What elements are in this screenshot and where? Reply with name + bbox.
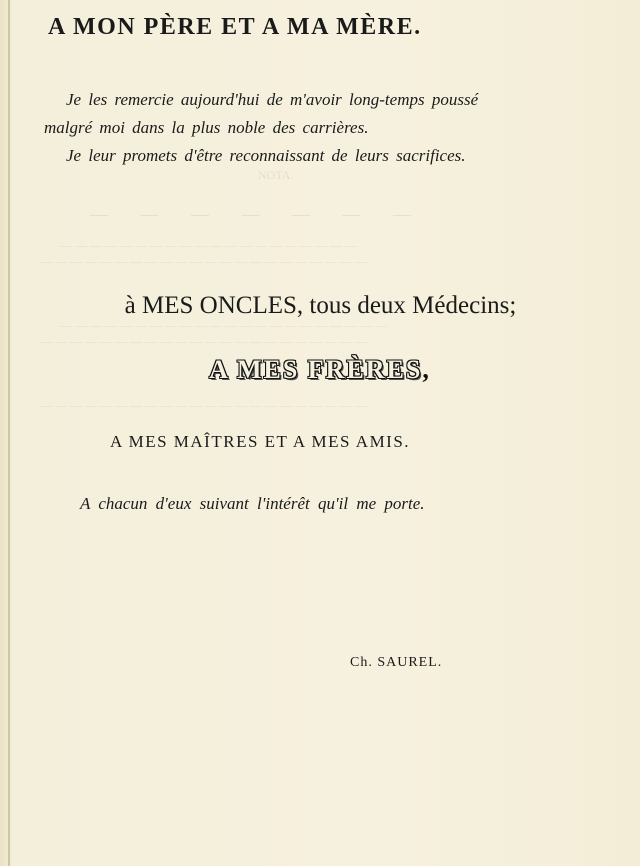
show-through-text: NOTA. <box>258 168 294 182</box>
show-through-text: — — — — — — — — — — — — — — — — — — — — — — <box>60 318 387 332</box>
author-signature: Ch. SAUREL. <box>350 655 443 670</box>
show-through-text: — — — — — — — — — — — — — — — — — — — — — — <box>40 254 367 268</box>
dedication-line: malgré moi dans la plus noble des carrières. <box>44 118 369 137</box>
dedication-freres-text: A MES FRÈRES <box>209 355 423 384</box>
dedication-line: Je les remercie aujourd'hui de m'avoir long-temps poussé <box>66 90 479 109</box>
page-spine-edge <box>8 0 10 866</box>
dedication-heading: A MON PÈRE ET A MA MÈRE. <box>48 14 422 40</box>
dedication-oncles: à MES ONCLES, tous deux Médecins; <box>124 292 517 319</box>
show-through-text: — — — — — — — — — — — — — — — — — — — — — — <box>40 334 367 348</box>
show-through-text: — — — — — — — — — — — — — — — — — — — — <box>60 238 357 252</box>
show-through-text: — — — — — — — — — — — — — — — — — — — — — — <box>40 398 367 412</box>
dedication-chacun: A chacun d'eux suivant l'intérêt qu'il me porte. <box>80 494 425 513</box>
dedication-freres <box>0 355 640 385</box>
dedication-line: Je leur promets d'être reconnaissant de leurs sacrifices. <box>66 146 466 165</box>
show-through-text: — — — — — — — <box>90 204 425 224</box>
dedication-maitres: A MES MAÎTRES ET A MES AMIS. <box>110 432 411 451</box>
dedication-freres-comma: , <box>422 355 431 384</box>
